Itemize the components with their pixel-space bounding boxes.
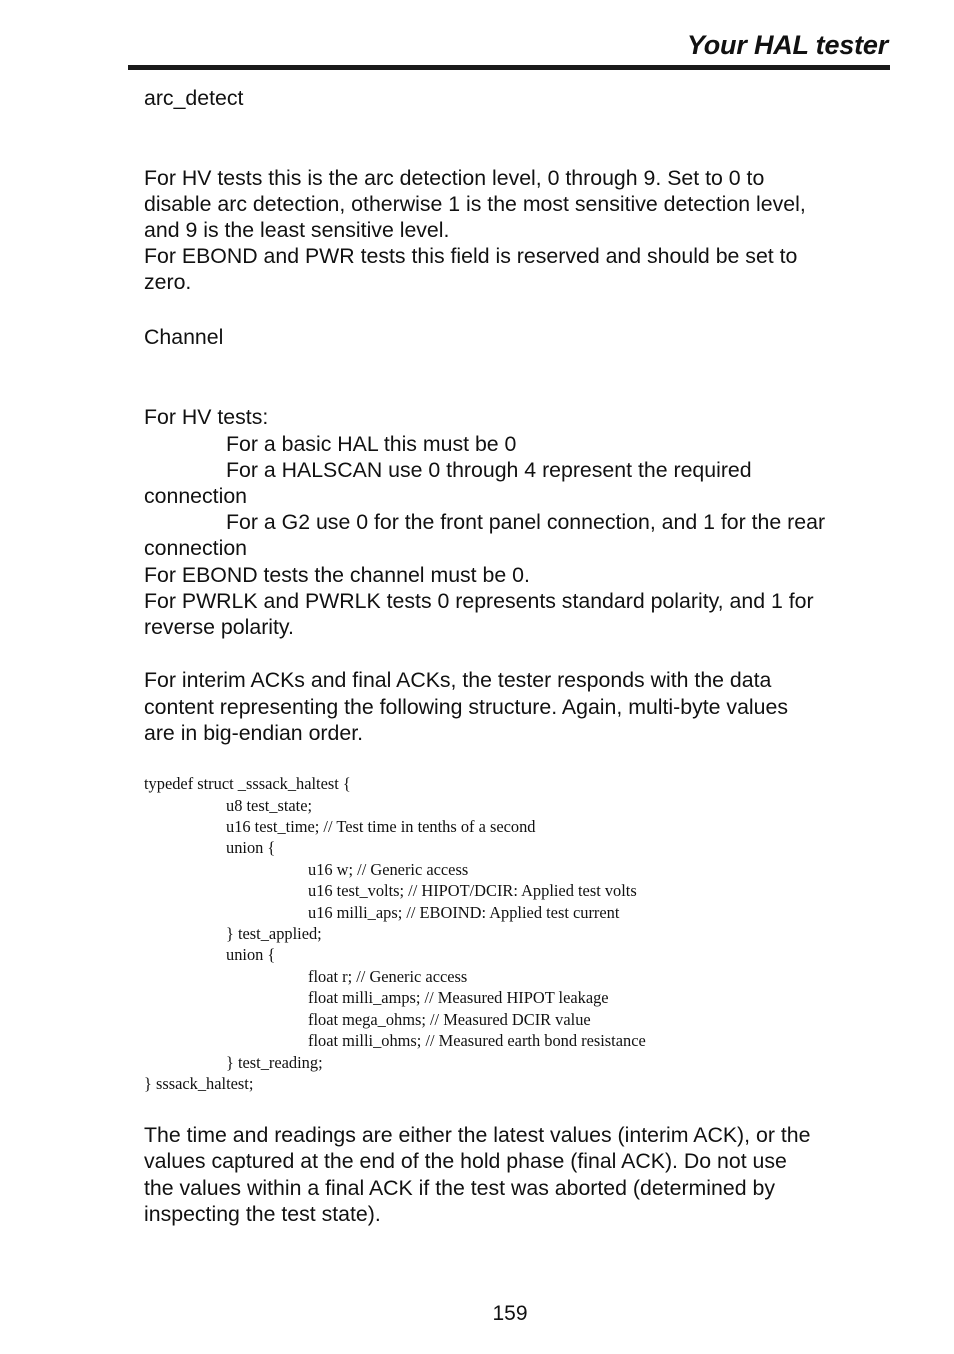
body-line: connection xyxy=(144,536,248,560)
body-line: For PWRLK and PWRLK tests 0 represents standard polarity, and 1 for xyxy=(144,589,814,613)
page-number: 159 xyxy=(492,1302,528,1325)
code-line: float mega_ohms; // Measured DCIR value xyxy=(308,1010,591,1029)
body-line: disable arc detection, otherwise 1 is the most sensitive detection level, xyxy=(144,192,806,216)
body-line-indented: For a G2 use 0 for the front panel connection, and 1 for the rear xyxy=(226,510,826,534)
body-line: The time and readings are either the latest values (interim ACK), or the xyxy=(144,1123,811,1147)
code-line: } sssack_haltest; xyxy=(144,1074,254,1093)
body-line: are in big-endian order. xyxy=(144,721,364,745)
code-line: u16 w; // Generic access xyxy=(308,860,469,879)
code-line: union { xyxy=(226,945,276,964)
body-line-indented: For a basic HAL this must be 0 xyxy=(226,432,517,456)
body-line: the values within a final ACK if the test was aborted (determined by xyxy=(144,1176,775,1200)
body-line: content representing the following structure. Again, multi-byte values xyxy=(144,695,788,719)
body-line: connection xyxy=(144,484,248,508)
body-line: For interim ACKs and final ACKs, the tester responds with the data xyxy=(144,668,772,692)
body-line: inspecting the test state). xyxy=(144,1202,381,1226)
code-line: float r; // Generic access xyxy=(308,967,468,986)
channel-heading: Channel xyxy=(144,325,224,349)
header-rule xyxy=(128,65,890,70)
code-line: u16 milli_aps; // EBOIND: Applied test current xyxy=(308,903,620,922)
code-line: } test_reading; xyxy=(226,1053,323,1072)
code-line: union { xyxy=(226,838,276,857)
body-line: values captured at the end of the hold phase (final ACK). Do not use xyxy=(144,1149,787,1173)
body-line: reverse polarity. xyxy=(144,615,294,639)
header-title: Your HAL tester xyxy=(686,30,888,60)
body-line: and 9 is the least sensitive level. xyxy=(144,218,450,242)
code-line: typedef struct _sssack_haltest { xyxy=(144,774,351,793)
body-line: zero. xyxy=(144,270,192,294)
code-line: } test_applied; xyxy=(226,924,322,943)
code-line: u16 test_volts; // HIPOT/DCIR: Applied test volts xyxy=(308,881,637,900)
body-line: For EBOND tests the channel must be 0. xyxy=(144,563,530,587)
code-line: float milli_amps; // Measured HIPOT leakage xyxy=(308,988,609,1007)
body-line-indented: For a HALSCAN use 0 through 4 represent the required xyxy=(226,458,752,482)
code-line: u8 test_state; xyxy=(226,796,313,815)
body-line: For HV tests this is the arc detection level, 0 through 9. Set to 0 to xyxy=(144,166,765,190)
arc-detect-heading: arc_detect xyxy=(144,86,244,110)
body-line: For HV tests: xyxy=(144,405,269,429)
code-line: float milli_ohms; // Measured earth bond resistance xyxy=(308,1031,646,1050)
body-line: For EBOND and PWR tests this field is reserved and should be set to xyxy=(144,244,798,268)
code-line: u16 test_time; // Test time in tenths of a second xyxy=(226,817,536,836)
